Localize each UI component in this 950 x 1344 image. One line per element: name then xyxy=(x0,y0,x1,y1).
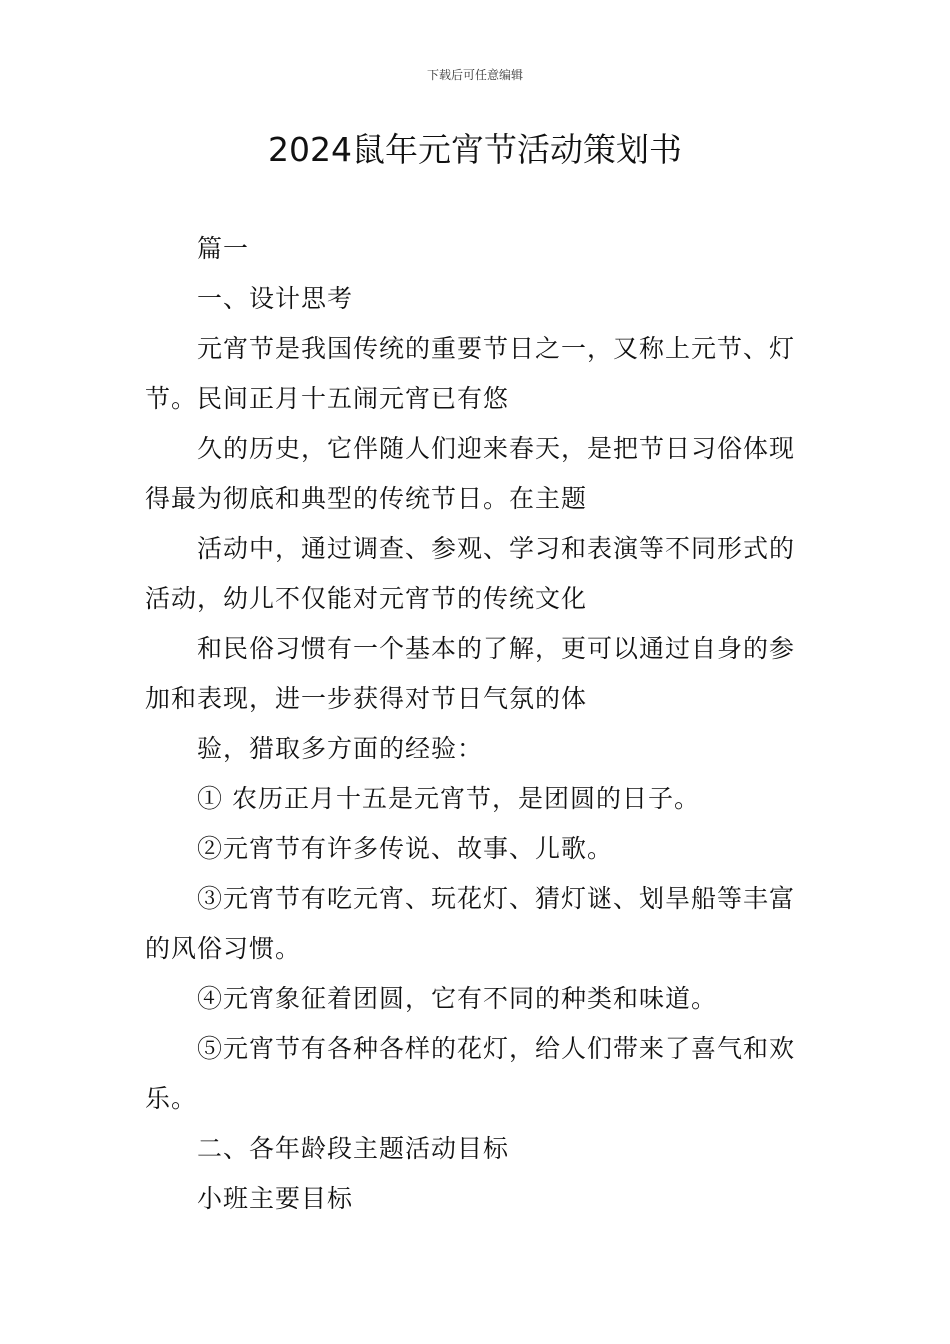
document-title: 2024鼠年元宵节活动策划书 xyxy=(268,130,682,169)
paragraph: 久的历史，它伴随人们迎来春天，是把节日习俗体现得最为彻底和典型的传统节日。在主题 xyxy=(145,434,796,513)
list-item: ②元宵节有许多传说、故事、儿歌。 xyxy=(197,834,614,863)
paragraph: 和民俗习惯有一个基本的了解，更可以通过自身的参加和表现，进一步获得对节日气氛的体 xyxy=(145,634,796,713)
list-item: ③元宵节有吃元宵、玩花灯、猜灯谜、划旱船等丰富的风俗习惯。 xyxy=(145,884,796,963)
heading-design-thinking: 一、设计思考 xyxy=(197,284,354,313)
paragraph: 元宵节是我国传统的重要节日之一，又称上元节、灯节。民间正月十五闹元宵已有悠 xyxy=(145,334,796,413)
list-item: ⑤元宵节有各种各样的花灯，给人们带来了喜气和欢乐。 xyxy=(145,1034,796,1113)
heading-age-goals: 二、各年龄段主题活动目标 xyxy=(197,1134,510,1163)
paragraph: 验，猎取多方面的经验： xyxy=(197,734,484,763)
subheading-small-class: 小班主要目标 xyxy=(197,1184,354,1213)
list-item: ④元宵象征着团圆，它有不同的种类和味道。 xyxy=(197,984,718,1013)
section-label: 篇一 xyxy=(197,234,250,263)
header-note: 下载后可任意编辑 xyxy=(426,68,523,82)
list-item: ① 农历正月十五是元宵节，是团圆的日子。 xyxy=(197,784,700,813)
document-body xyxy=(145,224,807,1224)
paragraph: 活动中，通过调查、参观、学习和表演等不同形式的活动，幼儿不仅能对元宵节的传统文化 xyxy=(145,534,796,613)
